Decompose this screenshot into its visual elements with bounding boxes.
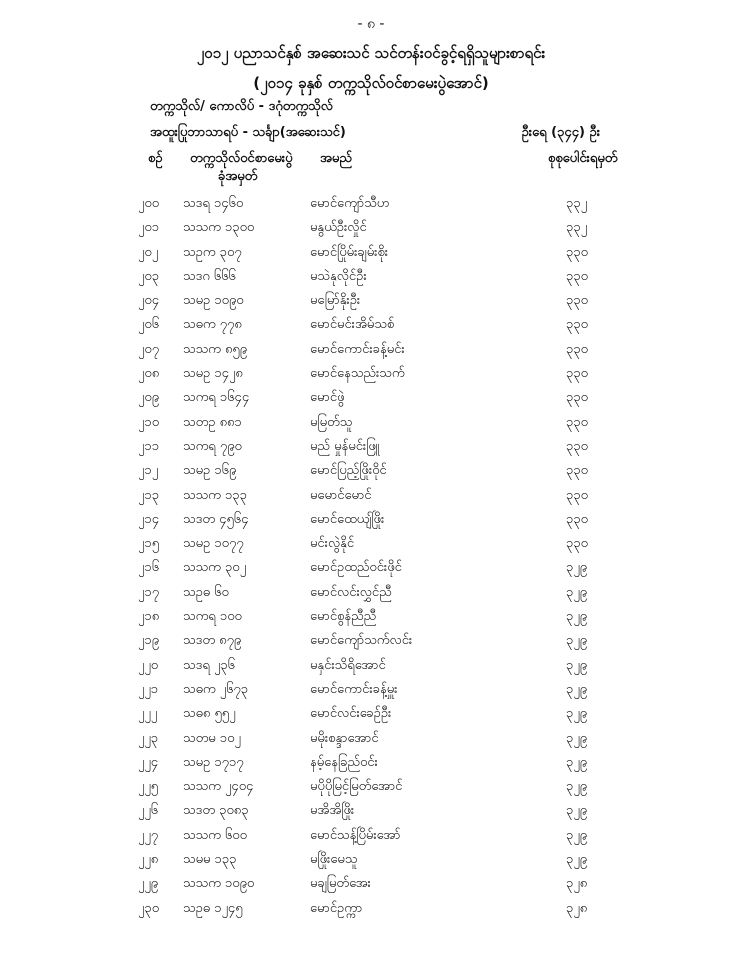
roll-number: သဥက ၃၀၇ [183, 244, 242, 260]
table-row [0, 215, 742, 239]
student-name: မောင်လင်းလွှင်ညီ [310, 584, 392, 600]
student-name: မနွယ်ဦးလှိုင် [310, 220, 367, 236]
row-number: ၂၁၀ [138, 414, 160, 430]
row-number: ၂၂၇ [138, 827, 159, 843]
roll-number: သမဥ ၁၄၂၈ [183, 366, 243, 382]
roll-number: သသက ၆၀၀ [183, 827, 247, 843]
total-marks: ၃၃၀ [566, 536, 588, 552]
student-name: မောင်ကျော်သက်လင်း [310, 633, 413, 649]
student-name: မောင်ဖွဲ [310, 390, 345, 406]
total-marks: ၃၂၉ [566, 584, 588, 600]
row-number: ၂၀၆ [138, 317, 160, 333]
total-marks: ၃၃၀ [566, 366, 588, 382]
student-name: မောင်ပြည့်ဖြိုးဝိုင် [310, 463, 387, 479]
roll-number: သတဥ ၈၈၁ [183, 414, 242, 430]
row-number: ၂၁၂ [138, 463, 159, 479]
roll-number: သဒတ ၃၀၈၃ [183, 803, 249, 819]
total-marks: ၃၃၀ [566, 463, 588, 479]
total-marks: ၃၂၉ [566, 681, 588, 697]
row-number: ၂၀၀ [138, 196, 160, 211]
total-marks: ၃၃၀ [566, 341, 588, 357]
total-marks: ၃၂၉ [566, 852, 588, 868]
student-name: မောင်ပြိုမ်းချမ်းစိုး [310, 244, 389, 260]
roll-number: သဒရ ၂၃၆ [183, 657, 235, 673]
table-row [0, 774, 742, 798]
student-name: မချမြတ်အေး [310, 876, 371, 892]
total-marks: ၃၃၀ [566, 244, 588, 260]
total-marks: ၃၃၀ [566, 414, 588, 430]
student-name: မောင်ကောင်းခန့်မင်း [310, 341, 405, 357]
row-number: ၂၀၈ [138, 366, 160, 382]
row-number: ၂၀၉ [138, 390, 160, 406]
roll-number: သဥဓ ၁၂၄၅ [183, 900, 243, 916]
table-row [0, 847, 742, 871]
table-row [0, 823, 742, 847]
page-number: - ၈ - [357, 16, 385, 32]
table-row [0, 750, 742, 774]
student-name: မဖြိုးမေသူ [310, 852, 358, 868]
roll-number: သသက ၁၃၀၀ [183, 220, 255, 236]
quota-line: ဦးရေ (၃၄၄) ဦး [521, 125, 600, 140]
student-name: မောင်နေသည်းသက် [310, 366, 405, 382]
student-name: မောင်လင်းခေဉ်ဦး [310, 706, 392, 722]
roll-number: သသက ၁၀၉၀ [183, 876, 255, 892]
row-number: ၂၂၉ [138, 876, 159, 892]
row-number: ၂၁၉ [138, 633, 160, 649]
header-roll-number-line2: ခုံအမှတ် [218, 169, 258, 184]
total-marks: ၃၂၈ [566, 876, 588, 892]
roll-number: သဒဂ ၆၆၆ [183, 268, 236, 284]
university-line: တက္ကသိုလ်/ ကောလိပ် - ဒဂုံတက္ကသိုလ် [150, 99, 333, 114]
table-row [0, 896, 742, 920]
row-number: ၂၂၅ [138, 779, 159, 795]
student-name: မပိုပိုမြင့်မြတ်အောင် [310, 779, 403, 795]
student-name: မမြော်နိုးဦး [310, 293, 361, 309]
total-marks: ၃၃၀ [566, 268, 588, 284]
student-name: မောင်ထေယျ်ဖြိုး [310, 511, 385, 527]
table-row [0, 798, 742, 822]
roll-number: သသက ၂၄၀၄ [183, 779, 254, 795]
total-marks: ၃၃၀ [566, 293, 588, 309]
student-name: မောင်ဥက္ကာ [310, 900, 363, 916]
header-no: စဉ် [148, 151, 163, 166]
student-name: မောင်ကောင်းခန့်မှူး [310, 681, 398, 697]
header-name: အမည် [320, 151, 352, 166]
student-name: မင်းလွဲနိုင် [310, 536, 355, 552]
student-name: မမောင်မောင် [310, 487, 372, 503]
student-name: မမိုးစန္ဒာအောင် [310, 730, 379, 746]
total-marks: ၃၂၉ [566, 560, 588, 576]
table-row [0, 726, 742, 750]
table-row [0, 701, 742, 725]
student-name: မမြတ်သူ [310, 414, 353, 430]
student-name: မောင်ဥထည်ဝင်းဖိုင် [310, 560, 402, 576]
student-name: မောင်မင်းအိမ်သစ် [310, 317, 395, 333]
table-row [0, 191, 742, 215]
total-marks: ၃၃၀ [566, 390, 588, 406]
roll-number: သတမ ၁၀၂ [183, 730, 241, 746]
document-title: ၂၀၁၂ ပညာသင်နှစ် အဆေးသင် သင်တန်းဝင်ခွင့်ရရှိသူများစာရင်း [196, 44, 546, 62]
total-marks: ၃၂၉ [566, 657, 588, 673]
row-number: ၂၂၂ [138, 706, 158, 722]
table-row [0, 240, 742, 264]
roll-number: သမဥ ၁၇၁၇ [183, 754, 244, 770]
roll-number: သဓက ၇၇၈ [183, 317, 242, 333]
roll-number: သသက ၁၃၃ [183, 487, 247, 503]
roll-number: သသက ၈၅၉ [183, 341, 248, 357]
row-number: ၂၁၃ [138, 487, 160, 503]
table-row [0, 653, 742, 677]
total-marks: ၃၃၂ [566, 196, 588, 211]
table-row [0, 531, 742, 555]
student-name: မအိအိဖြိုး [310, 803, 355, 819]
table-row [0, 458, 742, 482]
roll-number: သမမ ၁၃၃ [183, 852, 237, 868]
row-number: ၂၀၁ [138, 220, 160, 236]
roll-number: သမဥ ၁၀၉၀ [183, 293, 244, 309]
student-name: မောင်စွန်ညီညီ [310, 609, 377, 625]
total-marks: ၃၃၂ [566, 220, 588, 236]
roll-number: သဓက ၂၆၇၃ [183, 681, 249, 697]
subject-line: အထူးပြုဘာသာရပ် - သင်္ချာ(အဆေးသင်) [150, 125, 346, 140]
row-number: ၂၂၈ [138, 852, 159, 868]
row-number: ၂၁၅ [138, 536, 160, 552]
student-name: မောင်သန့်ပြိမ်းအော် [310, 827, 401, 843]
student-name: မောင်ကျော်သီဟ [310, 196, 390, 211]
table-row [0, 361, 742, 385]
row-number: ၂၀၃ [138, 268, 160, 284]
roll-number: သဓ၈ ၅၅၂ [183, 706, 236, 722]
table-row [0, 434, 742, 458]
row-number: ၂၂၄ [138, 754, 159, 770]
roll-number: သကရ ၁၀၀ [183, 609, 242, 625]
total-marks: ၃၂၉ [566, 827, 588, 843]
roll-number: သဥဓ ၆၀ [183, 584, 229, 600]
roll-number: သဒရ ၁၄၆၀ [183, 196, 244, 211]
document-subtitle: (၂၀၁၄ ခုနှစ် တက္ကသိုလ်ဝင်စာမေးပွဲအောင်) [253, 74, 489, 92]
total-marks: ၃၃၀ [566, 511, 588, 527]
row-number: ၂၀၂ [138, 244, 159, 260]
total-marks: ၃၃၀ [566, 487, 588, 503]
table-row [0, 264, 742, 288]
roll-number: သသက ၃၀၂ [183, 560, 247, 576]
roll-number: သမဥ ၁၀၇၇ [183, 536, 244, 552]
row-number: ၂၁၈ [138, 609, 160, 625]
total-marks: ၃၂၉ [566, 803, 588, 819]
total-marks: ၃၃၀ [566, 438, 588, 454]
row-number: ၂၂၆ [138, 803, 159, 819]
total-marks: ၃၂၉ [566, 730, 588, 746]
roll-number: သကရ ၁၆၄၄ [183, 390, 250, 406]
table-row [0, 871, 742, 895]
row-number: ၂၁၆ [138, 560, 160, 576]
row-number: ၂၂၃ [138, 730, 159, 746]
table-row [0, 385, 742, 409]
table-row [0, 483, 742, 507]
header-total-marks: စုစုပေါင်းရမှတ် [548, 151, 618, 166]
table-row [0, 677, 742, 701]
row-number: ၂၃၀ [138, 900, 160, 916]
roll-number: သကရ ၇၉၀ [183, 438, 242, 454]
table-row [0, 337, 742, 361]
student-name: မနှင်းသိရိအောင် [310, 657, 386, 673]
table-row [0, 410, 742, 434]
table-row [0, 580, 742, 604]
roll-number: သဒတ ၄၅၆၄ [183, 511, 249, 527]
table-row [0, 507, 742, 531]
student-name: နမ့်နေခြည်ဝင်း [310, 754, 378, 770]
student-name: မသဲနုလိုင်ဦး [310, 268, 367, 284]
row-number: ၂၂၁ [138, 681, 159, 697]
table-row [0, 312, 742, 336]
total-marks: ၃၂၈ [566, 900, 588, 916]
results-table [0, 191, 742, 920]
total-marks: ၃၂၉ [566, 779, 588, 795]
total-marks: ၃၃၀ [566, 317, 588, 333]
table-row [0, 604, 742, 628]
row-number: ၂၂၀ [138, 657, 159, 673]
total-marks: ၃၂၉ [566, 609, 588, 625]
total-marks: ၃၂၉ [566, 706, 588, 722]
row-number: ၂၀၄ [138, 293, 160, 309]
table-row [0, 628, 742, 652]
student-name: မည် မှုန်မင်းဖြူ [310, 438, 380, 454]
row-number: ၂၁၁ [138, 438, 160, 454]
total-marks: ၃၂၉ [566, 754, 588, 770]
row-number: ၂၀၇ [138, 341, 160, 357]
roll-number: သဒတ ၈၇၉ [183, 633, 242, 649]
row-number: ၂၁၇ [138, 584, 160, 600]
header-roll-number: တက္ကသိုလ်ဝင်စာမေးပွဲ [190, 151, 293, 166]
roll-number: သမဥ ၁၆၉ [183, 463, 237, 479]
total-marks: ၃၂၉ [566, 633, 588, 649]
table-row [0, 555, 742, 579]
table-row [0, 288, 742, 312]
row-number: ၂၁၄ [138, 511, 160, 527]
